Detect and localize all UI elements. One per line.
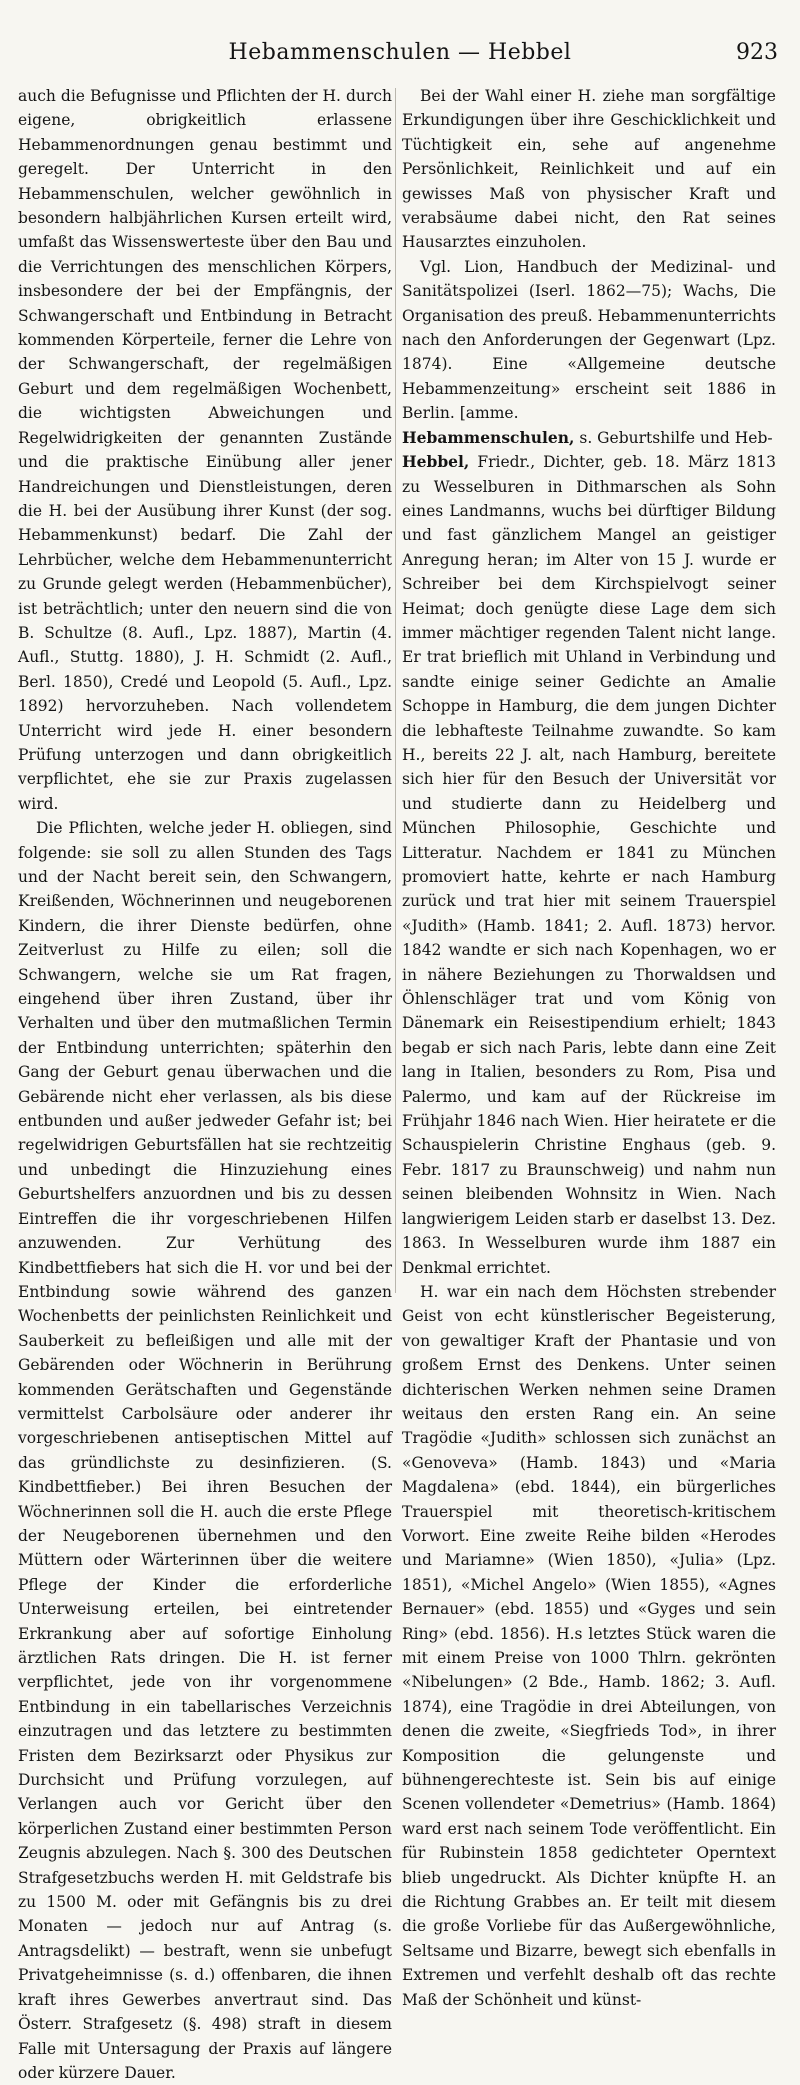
entry-lemma: Hebammenschulen, xyxy=(402,427,575,447)
entry-text: s. Geburtshilfe und Heb- xyxy=(574,428,773,447)
page-number: 923 xyxy=(736,40,778,65)
right-column xyxy=(402,84,776,2012)
entry-hebammenschulen xyxy=(402,426,776,450)
entry-lemma: Hebbel, xyxy=(402,452,470,472)
paragraph: auch die Befugnisse und Pflichten der H. durch eigene, obrigkeitlich erlassene Hebammenordnungen genau bestimmt und geregelt. Der Unterricht in den Hebammenschulen, welcher gewöhnlich in besondern halbjährlichen Kursen erteilt wird, umfaßt das Wissenswerteste über den Bau und die Verrichtungen des menschlichen Körpers, insbesondere der bei der Empfängnis, der Schwangerschaft und Entbindung in Betracht kommenden Körperteile, ferner die Lehre von der Schwangerschaft, der regelmäßigen Geburt und dem regelmäßigen Wochenbett, die wichtigsten Abweichungen und Regelwidrigkeiten der genannten Zustände und die praktische Einübung aller jener Handreichungen und Dienstleistungen, deren die H. bei der Ausübung ihrer Kunst (der sog. Hebammenkunst) bedarf. Die Zahl der Lehrbücher, welche dem Hebammenunterricht zu Grunde gelegt werden (Hebammenbücher), ist beträchtlich; unter den neuern sind die von B. Schultze (8. Aufl., Lpz. 1887), Martin (4. Aufl., Stuttg. 1880), J. H. Schmidt (2. Aufl., Berl. 1850), Credé und Leopold (5. Aufl., Lpz. 1892) hervorzuheben. Nach vollendetem Unterricht wird jede H. einer besondern Prüfung unterzogen und dann obrigkeitlich verpflichtet, ehe sie zur Praxis zugelassen wird. xyxy=(18,87,392,813)
running-head: Hebammenschulen — Hebbel xyxy=(228,40,572,65)
paragraph: Die Pflichten, welche jeder H. obliegen, sind folgende: sie soll zu allen Stunden des Tags und der Nacht bereit sein, den Schwangern, Kreißenden, Wöchnerinnen und neugeborenen Kindern, die ihrer Dienste bedürfen, ohne Zeitverlust zu Hilfe zu eilen; soll die Schwangern, welche sie um Rat fragen, eingehend über ihren Zustand, über ihr Verhalten und über den mutmaßlichen Termin der Entbindung unterrichten; späterhin den Gang der Geburt genau überwachen und die Gebärende nicht eher verlassen, als bis diese entbunden und außer jedweder Gefahr ist; bei regelwidrigen Geburtsfällen hat sie rechtzeitig und unbedingt die Hinzuziehung eines Geburtshelfers anzuordnen und bis zu dessen Eintreffen die ihr vorgeschriebenen Hilfen anzuwenden. Zur Verhütung des Kindbettfiebers hat sich die H. vor und bei der Entbindung sowie während des ganzen Wochenbetts der peinlichsten Reinlichkeit und Sauberkeit zu befleißigen und alle mit der Gebärenden oder Wöchnerin in Berührung kommenden Gerätschaften und Gegenstände vermittelst Carbolsäure oder anderer ihr vorgeschriebenen antiseptischen Mittel auf das gründlichste zu desinfizieren. (S. Kindbettfieber.) Bei ihren Besuchen der Wöchnerinnen soll die H. auch die erste Pflege der Neugeborenen übernehmen und den Müttern oder Wärterinnen über die weitere Pflege der Kinder die erforderliche Unterweisung erteilen, bei eintretender Erkrankung aber auf sofortige Einholung ärztlichen Rats dringen. Die H. ist ferner verpflichtet, jede von ihr vorgenommene Entbindung in ein tabellarisches Verzeichnis einzutragen und das letztere zu bestimmten Fristen dem Bezirksarzt oder Physikus zur Durchsicht und Prüfung vorzulegen, auf Verlangen auch vor Gericht über den körperlichen Zustand einer bestimmten Person Zeugnis abzulegen. Nach §. 300 des Deutschen Strafgesetzbuchs werden H. mit Geldstrafe bis zu 1500 M. oder mit Gefängnis bis zu drei Monaten — jedoch nur auf Antrag (s. Antragsdelikt) — bestraft, wenn sie unbefugt Privatgeheimnisse (s. d.) offenbaren, die ihnen kraft ihres Gewerbes anvertraut sind. Das Österr. Strafgesetz (§. 498) straft in diesem Falle mit Untersagung der Praxis auf längere oder kürzere Dauer. xyxy=(18,819,392,2082)
paragraph: Vgl. Lion, Handbuch der Medizinal- und Sanitätspolizei (Iserl. 1862—75); Wachs, Die Organisation des preuß. Hebammenunterrichts nach den Anforderungen der Gegenwart (Lpz. 1874). Eine «Allgemeine deutsche Hebammenzeitung» erscheint seit 1886 in Berlin. [amme. xyxy=(402,257,776,423)
column-divider xyxy=(395,88,396,1293)
entry-text: Friedr., Dichter, geb. 18. März 1813 zu Wesselburen in Dithmarschen als Sohn eines Landmanns, wuchs bei dürftiger Bildung und fast gänzlichem Mangel an geistiger Anregung heran; im Alter von 15 J. wurde er Schreiber bei dem Kirchspielvogt seiner Heimat; doch genügte diese Lage dem sich immer mächtiger regenden Talent nicht lange. Er trat brieflich mit Uhland in Verbindung und sandte einige seiner Gedichte an Amalie Schoppe in Hamburg, die dem jungen Dichter die lebhafteste Teilnahme zuwandte. So kam H., bereits 22 J. alt, nach Hamburg, bereitete sich hier für den Besuch der Universität vor und studierte dann zu Heidelberg und München Philosophie, Geschichte und Litteratur. Nachdem er 1841 zu München promoviert hatte, kehrte er nach Hamburg zurück und trat hier mit seinem Trauerspiel «Judith» (Hamb. 1841; 2. Aufl. 1873) hervor. 1842 wandte er sich nach Kopenhagen, wo er in nähere Beziehungen zu Thorwaldsen und Öhlenschläger trat und vom König von Dänemark ein Reisestipendium erhielt; 1843 begab er sich nach Paris, lebte dann eine Zeit lang in Italien, besonders zu Rom, Pisa und Palermo, und kam auf der Rückreise im Frühjahr 1846 nach Wien. Hier heiratete er die Schauspielerin Christine Enghaus (geb. 9. Febr. 1817 zu Braunschweig) und nahm nun seinen bleibenden Wohnsitz in Wien. Nach langwierigem Leiden starb er daselbst 13. Dez. 1863. In Wesselburen wurde ihm 1887 ein Denkmal errichtet. xyxy=(402,453,776,1277)
paragraph: Bei der Wahl einer H. ziehe man sorgfältige Erkundigungen über ihre Geschicklichkeit und Tüchtigkeit ein, sehe auf angenehme Persönlichkeit, Reinlichkeit und auf ein gewisses Maß von physischer Kraft und verabsäume dabei nicht, den Rat seines Hausarztes einzuholen. xyxy=(402,87,776,252)
page-header xyxy=(0,40,800,74)
entry-hebbel xyxy=(402,450,776,1280)
paragraph: H. war ein nach dem Höchsten strebender Geist von echt künstlerischer Begeisterung, von gewaltiger Kraft der Phantasie und von großem Ernst des Denkens. Unter seinen dichterischen Werken nehmen seine Dramen weitaus den ersten Rang ein. An seine Tragödie «Judith» schlossen sich zunächst an «Genoveva» (Hamb. 1843) und «Maria Magdalena» (ebd. 1844), ein bürgerliches Trauerspiel mit theoretisch-kritischem Vorwort. Eine zweite Reihe bilden «Herodes und Mariamne» (Wien 1850), «Julia» (Lpz. 1851), «Michel Angelo» (Wien 1855), «Agnes Bernauer» (ebd. 1855) und «Gyges und sein Ring» (ebd. 1856). H.s letztes Stück waren die mit einem Preise von 1000 Thlrn. gekrönten «Nibelungen» (2 Bde., Hamb. 1862; 3. Aufl. 1874), eine Tragödie in drei Abteilungen, von denen die zweite, «Siegfrieds Tod», in ihrer Komposition die gelungenste und bühnengerechteste ist. Sein bis auf einige Scenen vollendeter «Demetrius» (Hamb. 1864) ward erst nach seinem Tode veröffentlicht. Ein für Rubinstein 1858 gedichteter Operntext blieb ungedruckt. Als Dichter knüpfte H. an die Richtung Grabbes an. Er teilt mit diesem die große Vorliebe für das Außergewöhnliche, Seltsame und Bizarre, bewegt sich ebenfalls in Extremen und verfehlt deshalb oft das rechte Maß der Schönheit und künst- xyxy=(402,1282,776,2009)
left-column xyxy=(18,84,392,2085)
